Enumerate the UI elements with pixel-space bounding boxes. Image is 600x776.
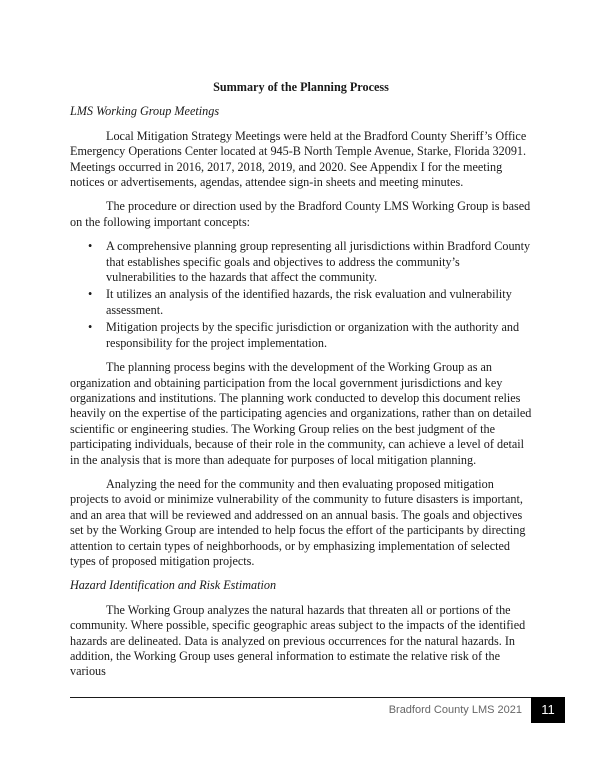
document-body: [70, 80, 532, 689]
footer-divider: [70, 697, 532, 698]
paragraph-meetings: Local Mitigation Strategy Meetings were held at the Bradford County Sheriff’s Office Emergency Operations Center located at 945-B North Temple Avenue, Starke, Florida 32091. Meetings occurred in 2016, 2017, 2018, 2019, and 2020. See Appendix I for the meeting notices or advertisements, agendas, attendee sign-in sheets and meeting minutes.: [70, 128, 527, 190]
paragraph-procedure: The procedure or direction used by the Bradford County LMS Working Group is based on the following important concepts:: [70, 199, 531, 229]
section-heading-hazard: Hazard Identification and Risk Estimation: [70, 578, 277, 593]
bullet-icon: •: [88, 239, 93, 254]
list-item: [70, 239, 532, 285]
list-item: [70, 287, 532, 318]
document-title: Summary of the Planning Process: [213, 80, 389, 94]
list-item-text: A comprehensive planning group representing all jurisdictions within Bradford County that establishes specific goals and objectives to address the community’s vulnerabilities to the hazards that affect the community.: [106, 239, 531, 285]
paragraph-hazard: The Working Group analyzes the natural hazards that threaten all or portions of the community. Where possible, specific geographic areas subject to the impacts of the identified hazards are delineated. Data is analyzed on previous occurrences for the natural hazards. In addition, the Working Group uses general information to estimate the relative risk of the various: [70, 602, 526, 679]
footer-label: Bradford County LMS 2021: [388, 704, 522, 716]
bullet-icon: •: [88, 320, 93, 335]
section-heading-meetings: LMS Working Group Meetings: [70, 104, 220, 119]
paragraph-analyzing-need: Analyzing the need for the community and then evaluating proposed mitigation projects to avoid or minimize vulnerability of the community to future disasters is important, and an area that will be reviewed and addressed on an annual basis. The goals and objectives set by the Working Group are intended to help focus the effort of the participants by directing attention to certain types of neighborhoods, or by emphasizing implementation of selected types of proposed mitigation projects.: [70, 476, 526, 568]
list-item-text: It utilizes an analysis of the identified hazards, the risk evaluation and vulnerability assessment.: [106, 287, 512, 317]
list-item-text: Mitigation projects by the specific jurisdiction or organization with the authority and responsibility for the project implementation.: [106, 320, 520, 350]
bullet-icon: •: [88, 287, 93, 302]
page-number-badge: 11: [531, 697, 565, 723]
list-item: [70, 320, 532, 351]
concepts-list: [70, 239, 532, 351]
paragraph-planning-process: The planning process begins with the development of the Working Group as an organization and obtaining participation from the local government jurisdictions and key organizations and institutions. The planning work conducted to develop this document relies heavily on the expertise of the participating agencies and organizations, rather than on detailed scientific or engineering studies. The Working Group relies on the best judgment of the participating individuals, because of their role in the community, can achieve a level of detail in the analysis that is more than adequate for purposes of local mitigation planning.: [70, 360, 532, 467]
